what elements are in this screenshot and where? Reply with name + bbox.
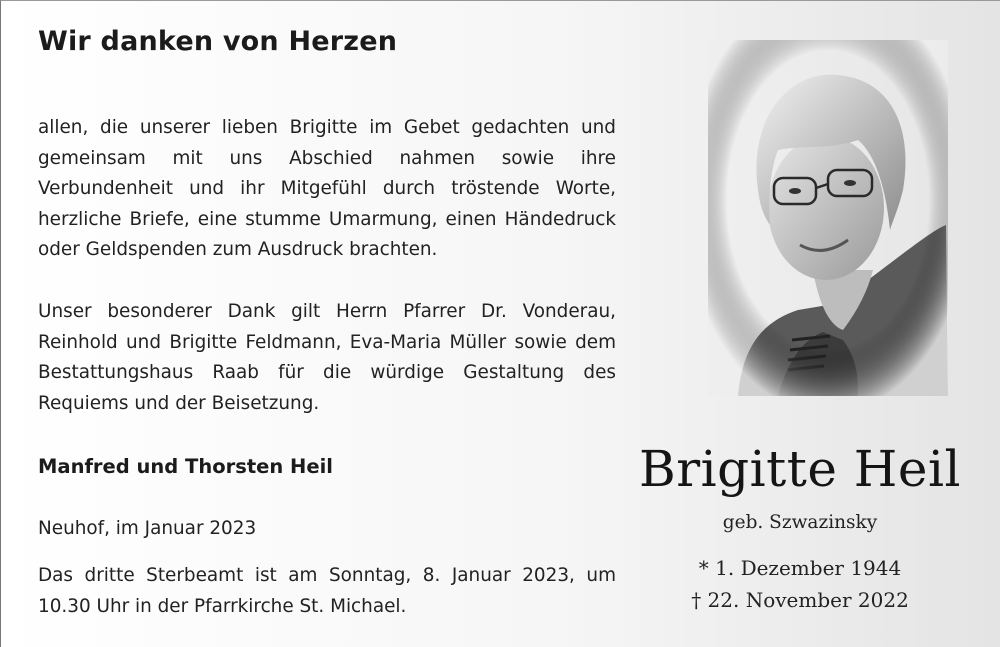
special-thanks-paragraph: Unser besonderer Dank gilt Herrn Pfarrer Dr. Vonderau, Reinhold und Brigitte Feldmann, Eva-Maria Müller sowie dem Bestattungshaus Raab für die würdige Gestaltung des Requiems und der Beisetzung.: [38, 301, 616, 414]
notice-heading: Wir danken von Herzen: [38, 26, 398, 57]
death-date: † 22. November 2022: [691, 588, 909, 612]
portrait-photo: [708, 40, 948, 396]
birth-date: * 1. Dezember 1944: [698, 556, 902, 580]
thanks-paragraph: allen, die unserer lieben Brigitte im Gebet gedachten und gemeinsam mit uns Abschied nahmen sowie ihre Verbundenheit und ihr Mitgefühl durch tröstende Worte, herzliche Briefe, eine stumme Umarmung, einen Händedruck oder Geldspenden zum Ausdruck brachten.: [38, 117, 616, 260]
place-date: Neuhof, im Januar 2023: [38, 518, 257, 539]
signers: Manfred und Thorsten Heil: [38, 455, 333, 478]
deceased-name: Brigitte Heil: [639, 440, 961, 498]
funeral-mass-note: Das dritte Sterbeamt ist am Sonntag, 8. Januar 2023, um 10.30 Uhr in der Pfarrkirche St. Michael.: [38, 565, 616, 617]
maiden-name: geb. Szwazinsky: [722, 512, 878, 533]
